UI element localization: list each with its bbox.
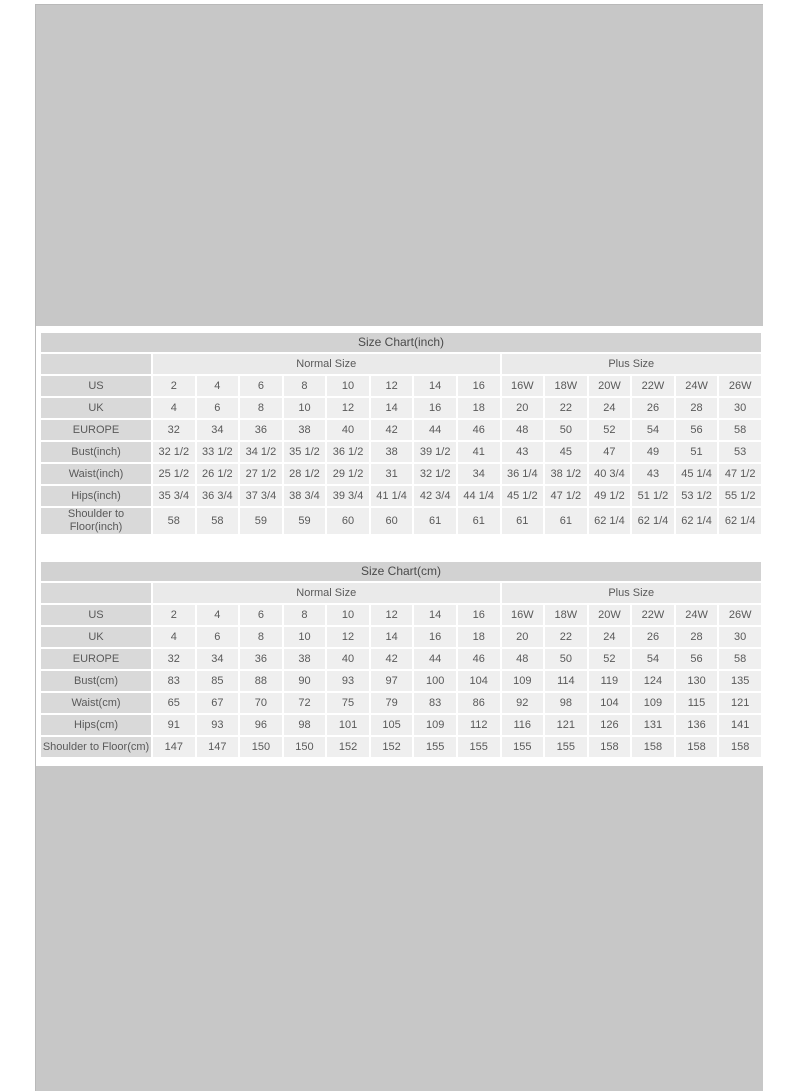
table-cell: 60 xyxy=(327,508,369,534)
table-cell: 36 xyxy=(240,420,282,440)
table-cell: 32 xyxy=(153,420,195,440)
table-cell: 83 xyxy=(414,693,456,713)
table-cell: 39 3/4 xyxy=(327,486,369,506)
row-label: US xyxy=(41,376,151,396)
table-cell: 10 xyxy=(284,398,326,418)
table-cell: 116 xyxy=(502,715,544,735)
table-cell: 53 xyxy=(719,442,761,462)
table-cell: 155 xyxy=(502,737,544,757)
row-label: Hips(cm) xyxy=(41,715,151,735)
table-cell: 4 xyxy=(197,605,239,625)
table-cell: 20 xyxy=(502,627,544,647)
table-cell: 98 xyxy=(284,715,326,735)
table-cell: 32 xyxy=(153,649,195,669)
table-cell: 48 xyxy=(502,649,544,669)
table-cell: 155 xyxy=(458,737,500,757)
table-row xyxy=(41,376,761,396)
table-cell: 6 xyxy=(240,376,282,396)
table-cell: 41 xyxy=(458,442,500,462)
table-row xyxy=(41,693,761,713)
table-cell: 4 xyxy=(197,376,239,396)
row-label: Shoulder to Floor(cm) xyxy=(41,737,151,757)
table-cell: 4 xyxy=(153,627,195,647)
table-cell: 28 1/2 xyxy=(284,464,326,484)
table-cell: 51 1/2 xyxy=(632,486,674,506)
table-title: Size Chart(cm) xyxy=(41,562,761,581)
table-cell: 49 1/2 xyxy=(589,486,631,506)
table-cell: 65 xyxy=(153,693,195,713)
table-cell: 30 xyxy=(719,627,761,647)
table-row xyxy=(41,649,761,669)
table-cell: 47 1/2 xyxy=(545,486,587,506)
table-cell: 18 xyxy=(458,398,500,418)
table-cell: 58 xyxy=(719,420,761,440)
table-cell: 104 xyxy=(458,671,500,691)
table-cell: 39 1/2 xyxy=(414,442,456,462)
table-row xyxy=(41,442,761,462)
table-row xyxy=(41,627,761,647)
table-cell: 36 1/4 xyxy=(502,464,544,484)
table-cell: 40 xyxy=(327,420,369,440)
table-cell: 114 xyxy=(545,671,587,691)
table-cell: 52 xyxy=(589,420,631,440)
table-cell: 14 xyxy=(414,605,456,625)
table-cell: 62 1/4 xyxy=(719,508,761,534)
table-cell: 29 1/2 xyxy=(327,464,369,484)
table-cell: 49 xyxy=(632,442,674,462)
table-cell: 97 xyxy=(371,671,413,691)
table-cell: 121 xyxy=(545,715,587,735)
table-cell: 22 xyxy=(545,627,587,647)
table-cell: 22W xyxy=(632,605,674,625)
table-cell: 8 xyxy=(284,376,326,396)
table-cell: 38 xyxy=(284,649,326,669)
table-cell: 36 3/4 xyxy=(197,486,239,506)
table-cell: 31 xyxy=(371,464,413,484)
corner-cell xyxy=(41,583,151,603)
table-cell: 26W xyxy=(719,376,761,396)
table-row xyxy=(41,737,761,757)
table-cell: 119 xyxy=(589,671,631,691)
table-row xyxy=(41,508,761,534)
table-cell: 147 xyxy=(153,737,195,757)
table-cell: 121 xyxy=(719,693,761,713)
table-cell: 20W xyxy=(589,376,631,396)
table-cell: 6 xyxy=(197,627,239,647)
table-cell: 16 xyxy=(414,627,456,647)
table-cell: 25 1/2 xyxy=(153,464,195,484)
table-cell: 45 1/4 xyxy=(676,464,718,484)
table-row xyxy=(41,398,761,418)
row-label: UK xyxy=(41,627,151,647)
table-cell: 26 xyxy=(632,398,674,418)
table-cell: 101 xyxy=(327,715,369,735)
table-cell: 38 3/4 xyxy=(284,486,326,506)
table-cell: 41 1/4 xyxy=(371,486,413,506)
table-cell: 8 xyxy=(240,627,282,647)
table-cell: 33 1/2 xyxy=(197,442,239,462)
table-cell: 53 1/2 xyxy=(676,486,718,506)
table-cell: 18 xyxy=(458,627,500,647)
table-cell: 43 xyxy=(632,464,674,484)
table-cell: 100 xyxy=(414,671,456,691)
table-cell: 16 xyxy=(458,376,500,396)
table-row xyxy=(41,464,761,484)
table-cell: 98 xyxy=(545,693,587,713)
row-label: Waist(inch) xyxy=(41,464,151,484)
table-cell: 14 xyxy=(371,627,413,647)
table-cell: 93 xyxy=(197,715,239,735)
table-cell: 38 xyxy=(371,442,413,462)
table-cell: 32 1/2 xyxy=(414,464,456,484)
table-cell: 16W xyxy=(502,376,544,396)
table-cell: 54 xyxy=(632,649,674,669)
table-cell: 56 xyxy=(676,649,718,669)
table-cell: 96 xyxy=(240,715,282,735)
row-label: Hips(inch) xyxy=(41,486,151,506)
row-label: Bust(inch) xyxy=(41,442,151,462)
table-cell: 35 3/4 xyxy=(153,486,195,506)
table-cell: 85 xyxy=(197,671,239,691)
table-cell: 150 xyxy=(284,737,326,757)
table-cell: 12 xyxy=(327,398,369,418)
table-cell: 61 xyxy=(414,508,456,534)
table-cell: 18W xyxy=(545,376,587,396)
table-cell: 42 3/4 xyxy=(414,486,456,506)
table-cell: 10 xyxy=(284,627,326,647)
table-cell: 12 xyxy=(371,605,413,625)
table-cell: 44 1/4 xyxy=(458,486,500,506)
table-cell: 155 xyxy=(545,737,587,757)
table-cell: 91 xyxy=(153,715,195,735)
table-cm xyxy=(39,560,763,759)
table-cell: 67 xyxy=(197,693,239,713)
table-cell: 61 xyxy=(458,508,500,534)
table-cell: 34 xyxy=(197,420,239,440)
table-cell: 50 xyxy=(545,649,587,669)
table-cell: 43 xyxy=(502,442,544,462)
table-cell: 72 xyxy=(284,693,326,713)
table-cell: 130 xyxy=(676,671,718,691)
table-row xyxy=(41,671,761,691)
table-cell: 79 xyxy=(371,693,413,713)
table-row xyxy=(41,420,761,440)
row-label: EUROPE xyxy=(41,420,151,440)
table-cell: 126 xyxy=(589,715,631,735)
table-cell: 30 xyxy=(719,398,761,418)
table-cell: 62 1/4 xyxy=(632,508,674,534)
table-cell: 104 xyxy=(589,693,631,713)
table-cell: 131 xyxy=(632,715,674,735)
table-cell: 54 xyxy=(632,420,674,440)
table-cell: 8 xyxy=(240,398,282,418)
table-cell: 158 xyxy=(589,737,631,757)
table-cell: 16 xyxy=(414,398,456,418)
table-cell: 109 xyxy=(502,671,544,691)
table-cell: 60 xyxy=(371,508,413,534)
table-cell: 20W xyxy=(589,605,631,625)
table-cell: 124 xyxy=(632,671,674,691)
table-cell: 59 xyxy=(284,508,326,534)
table-cell: 52 xyxy=(589,649,631,669)
table-cell: 10 xyxy=(327,376,369,396)
table-cell: 27 1/2 xyxy=(240,464,282,484)
table-cell: 46 xyxy=(458,649,500,669)
table-cell: 150 xyxy=(240,737,282,757)
table-cell: 38 1/2 xyxy=(545,464,587,484)
table-cell: 109 xyxy=(632,693,674,713)
table-cell: 155 xyxy=(414,737,456,757)
table-inch xyxy=(39,331,763,536)
table-cell: 62 1/4 xyxy=(676,508,718,534)
row-label: US xyxy=(41,605,151,625)
table-cell: 61 xyxy=(545,508,587,534)
table-cell: 158 xyxy=(719,737,761,757)
table-cell: 55 1/2 xyxy=(719,486,761,506)
table-cell: 10 xyxy=(327,605,369,625)
table-cell: 88 xyxy=(240,671,282,691)
table-cell: 40 xyxy=(327,649,369,669)
row-label: UK xyxy=(41,398,151,418)
table-cell: 42 xyxy=(371,420,413,440)
table-row xyxy=(41,715,761,735)
table-cell: 42 xyxy=(371,649,413,669)
table-cell: 12 xyxy=(327,627,369,647)
group-header: Plus Size xyxy=(502,583,762,603)
table-cell: 45 1/2 xyxy=(502,486,544,506)
table-cell: 70 xyxy=(240,693,282,713)
table-cell: 4 xyxy=(153,398,195,418)
product-photo-gray-area xyxy=(35,4,763,1091)
table-cell: 38 xyxy=(284,420,326,440)
table-cell: 8 xyxy=(284,605,326,625)
table-cell: 2 xyxy=(153,605,195,625)
table-cell: 109 xyxy=(414,715,456,735)
table-cell: 37 3/4 xyxy=(240,486,282,506)
table-cell: 50 xyxy=(545,420,587,440)
table-cell: 47 1/2 xyxy=(719,464,761,484)
table-cell: 61 xyxy=(502,508,544,534)
table-cell: 112 xyxy=(458,715,500,735)
group-header: Normal Size xyxy=(153,354,500,374)
table-cell: 20 xyxy=(502,398,544,418)
table-cell: 2 xyxy=(153,376,195,396)
table-cell: 136 xyxy=(676,715,718,735)
table-cell: 22 xyxy=(545,398,587,418)
table-cell: 141 xyxy=(719,715,761,735)
row-label: Waist(cm) xyxy=(41,693,151,713)
table-cell: 40 3/4 xyxy=(589,464,631,484)
table-cell: 92 xyxy=(502,693,544,713)
table-cell: 58 xyxy=(153,508,195,534)
row-label: Shoulder to Floor(inch) xyxy=(41,508,151,534)
table-cell: 58 xyxy=(719,649,761,669)
table-cell: 152 xyxy=(327,737,369,757)
table-row xyxy=(41,486,761,506)
table-cell: 35 1/2 xyxy=(284,442,326,462)
size-chart-band xyxy=(36,326,763,766)
table-cell: 47 xyxy=(589,442,631,462)
row-label: EUROPE xyxy=(41,649,151,669)
table-cell: 14 xyxy=(371,398,413,418)
table-cell: 58 xyxy=(197,508,239,534)
table-cell: 28 xyxy=(676,398,718,418)
table-cell: 93 xyxy=(327,671,369,691)
table-cell: 46 xyxy=(458,420,500,440)
table-cell: 115 xyxy=(676,693,718,713)
table-cell: 158 xyxy=(676,737,718,757)
table-cell: 83 xyxy=(153,671,195,691)
table-cell: 135 xyxy=(719,671,761,691)
table-cell: 147 xyxy=(197,737,239,757)
table-cell: 105 xyxy=(371,715,413,735)
table-row xyxy=(41,605,761,625)
table-cell: 34 1/2 xyxy=(240,442,282,462)
table-cell: 26 1/2 xyxy=(197,464,239,484)
table-cell: 28 xyxy=(676,627,718,647)
table-cell: 6 xyxy=(240,605,282,625)
table-cell: 36 xyxy=(240,649,282,669)
table-cell: 6 xyxy=(197,398,239,418)
row-label: Bust(cm) xyxy=(41,671,151,691)
table-cell: 45 xyxy=(545,442,587,462)
table-cell: 48 xyxy=(502,420,544,440)
table-cell: 24 xyxy=(589,398,631,418)
table-cell: 34 xyxy=(197,649,239,669)
group-header: Normal Size xyxy=(153,583,500,603)
table-cell: 18W xyxy=(545,605,587,625)
table-cell: 62 1/4 xyxy=(589,508,631,534)
table-cell: 44 xyxy=(414,420,456,440)
table-title: Size Chart(inch) xyxy=(41,333,761,352)
table-cell: 34 xyxy=(458,464,500,484)
corner-cell xyxy=(41,354,151,374)
group-header: Plus Size xyxy=(502,354,762,374)
table-cell: 90 xyxy=(284,671,326,691)
table-cell: 14 xyxy=(414,376,456,396)
table-cell: 26 xyxy=(632,627,674,647)
table-cell: 16W xyxy=(502,605,544,625)
table-cell: 44 xyxy=(414,649,456,669)
table-cell: 75 xyxy=(327,693,369,713)
table-cell: 16 xyxy=(458,605,500,625)
table-cell: 86 xyxy=(458,693,500,713)
table-cell: 26W xyxy=(719,605,761,625)
table-cell: 12 xyxy=(371,376,413,396)
table-cell: 32 1/2 xyxy=(153,442,195,462)
table-cell: 24W xyxy=(676,376,718,396)
table-cell: 36 1/2 xyxy=(327,442,369,462)
table-cell: 24W xyxy=(676,605,718,625)
table-cell: 24 xyxy=(589,627,631,647)
table-cell: 22W xyxy=(632,376,674,396)
table-cell: 152 xyxy=(371,737,413,757)
table-cell: 158 xyxy=(632,737,674,757)
table-cell: 51 xyxy=(676,442,718,462)
table-cell: 59 xyxy=(240,508,282,534)
table-cell: 56 xyxy=(676,420,718,440)
